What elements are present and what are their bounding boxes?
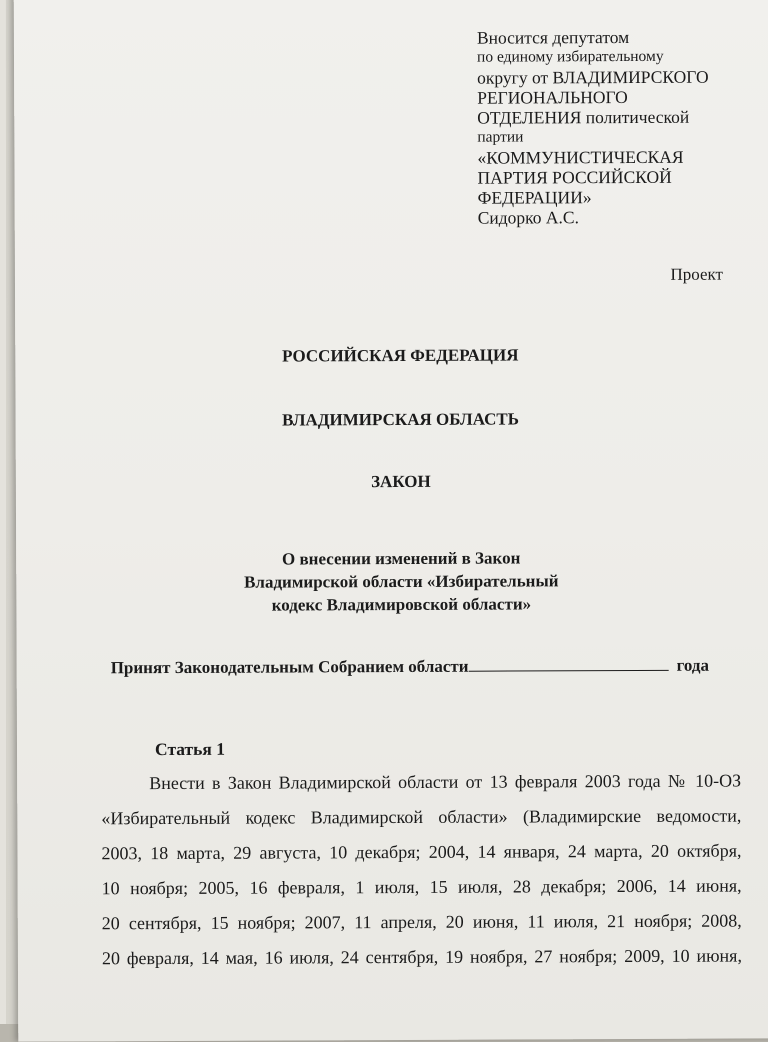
adoption-suffix: года bbox=[676, 655, 710, 675]
article-body bbox=[101, 764, 742, 977]
submitter-line: партии bbox=[477, 128, 524, 146]
heading-region: ВЛАДИМИРСКАЯ ОБЛАСТЬ bbox=[282, 409, 520, 430]
submitter-line: ФЕДЕРАЦИИ» bbox=[477, 187, 592, 208]
submitter-line: РЕГИОНАЛЬНОГО bbox=[477, 87, 628, 108]
article-line: 20 февраля, 14 мая, 16 июля, 24 сентября, 19 ноября, 27 ноября; 2009, 10 июня, bbox=[101, 945, 742, 969]
adoption-line bbox=[111, 653, 709, 679]
submitter-line: Вносится депутатом bbox=[476, 26, 630, 48]
submitter-line: ПАРТИЯ РОССИЙСКОЙ bbox=[477, 166, 672, 188]
heading-law: ЗАКОН bbox=[371, 471, 431, 492]
article-line: «Избирательный кодекс Владимирской области» (Владимирские ведомости, bbox=[101, 805, 742, 829]
adoption-label: Принят Законодательным Собранием области bbox=[110, 656, 469, 678]
subject-line: О внесении изменений в Закон bbox=[281, 548, 521, 569]
heading-federation: РОССИЙСКАЯ ФЕДЕРАЦИЯ bbox=[282, 345, 519, 366]
submitter-line: по единому избирательному bbox=[476, 47, 664, 66]
subject-line: Владимирской области «Избирательный bbox=[244, 571, 559, 592]
submitter-line: «КОММУНИСТИЧЕСКАЯ bbox=[477, 146, 684, 168]
law-subject bbox=[16, 545, 768, 617]
submitter-line: ОТДЕЛЕНИЯ политической bbox=[477, 106, 690, 128]
adoption-date-blank bbox=[469, 653, 669, 672]
submitter-line: Сидорко А.С. bbox=[477, 207, 579, 228]
submitter-block bbox=[477, 26, 748, 227]
article-line: 2003, 18 марта, 29 августа, 10 декабря; 2004, 14 января, 24 марта, 20 октября, bbox=[101, 840, 742, 864]
underlying-sheet-edge bbox=[0, 0, 6, 1024]
draft-label: Проект bbox=[670, 264, 723, 284]
document-page bbox=[14, 0, 768, 1042]
article-line: 20 сентября, 15 ноября; 2007, 11 апреля, 20 июня, 11 июля, 21 ноября; 2008, bbox=[101, 910, 742, 934]
article-line: 10 ноября; 2005, 16 февраля, 1 июля, 15 июля, 28 декабря; 2006, 14 июня, bbox=[101, 875, 742, 899]
submitter-line: округу от ВЛАДИМИРСКОГО bbox=[477, 66, 709, 88]
subject-line: кодекс Владимировской области» bbox=[271, 594, 532, 615]
article-line: Внести в Закон Владимирской области от 13 февраля 2003 года № 10-ОЗ bbox=[149, 770, 742, 794]
article-title: Статья 1 bbox=[154, 738, 226, 760]
